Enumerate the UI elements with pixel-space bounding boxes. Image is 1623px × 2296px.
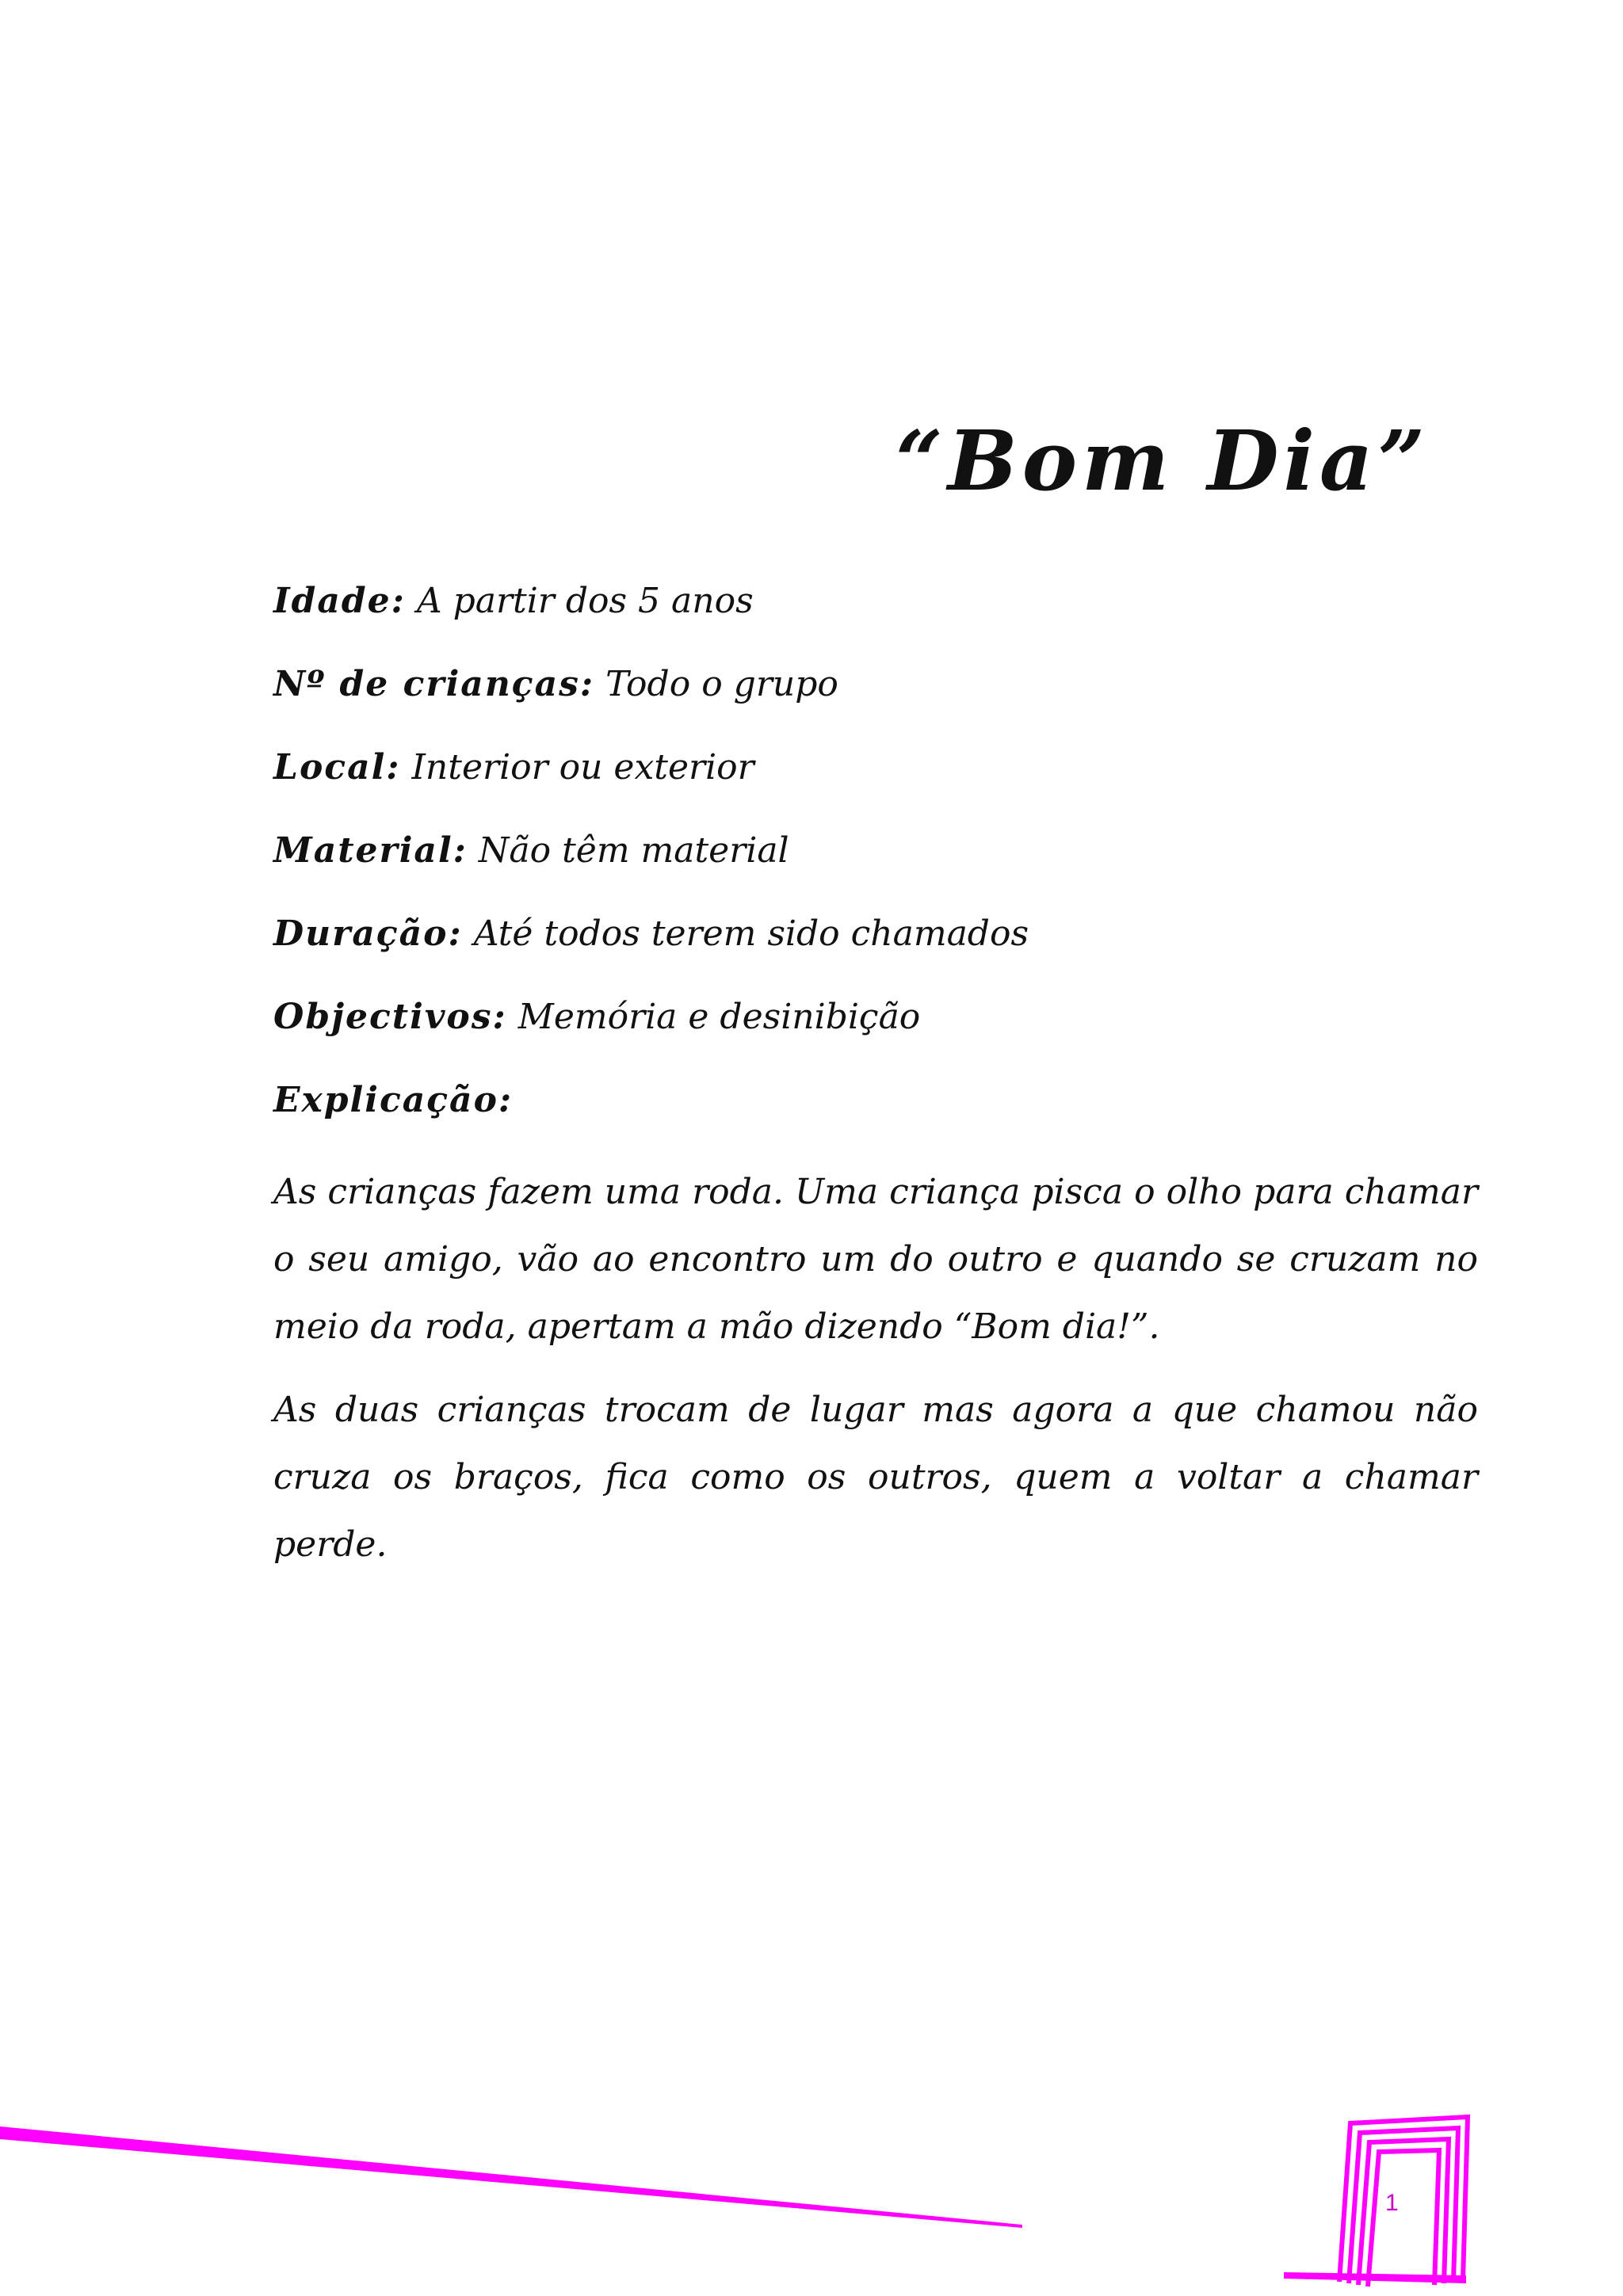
field-value: Até todos terem sido chamados [473, 913, 1029, 954]
activity-details [273, 578, 1478, 1594]
explanation-paragraph: As duas crianças trocam de lugar mas agora a que chamou não cruza os braços, fica como os outros, quem a voltar a chamar perde. [273, 1390, 1478, 1565]
field-value: Memória e desinibição [517, 997, 921, 1037]
field-value: A partir dos 5 anos [416, 581, 754, 621]
field-label: Duração: [273, 913, 463, 954]
field-age [273, 578, 1478, 624]
field-value: Interior ou exterior [411, 747, 754, 788]
field-material [273, 828, 1478, 874]
footer-band [0, 2126, 1022, 2228]
field-label: Objectivos: [273, 997, 507, 1037]
field-label: Material: [273, 830, 468, 871]
field-location [273, 745, 1478, 791]
page-corner-icon [1339, 2117, 1468, 2286]
field-label: Idade: [273, 581, 406, 621]
field-objectives [273, 994, 1478, 1040]
field-value: Todo o grupo [605, 664, 838, 704]
field-duration [273, 911, 1478, 957]
page-number: 1 [1385, 2190, 1399, 2216]
explanation-label: Explicação: [273, 1080, 514, 1120]
page-title: “Bom Dia” [896, 412, 1430, 509]
field-children-count [273, 662, 1478, 707]
explanation-paragraph: As crianças fazem uma roda. Uma criança pisca o olho para chamar o seu amigo, vão ao encontro um do outro e quando se cruzam no meio da roda, apertam a mão dizendo “Bom dia!”. [273, 1172, 1478, 1347]
page-corner-base [1284, 2272, 1466, 2283]
field-label: Nº de crianças: [273, 664, 595, 704]
field-label: Local: [273, 747, 401, 788]
footer-decoration [0, 2060, 1623, 2296]
field-value: Não têm material [478, 830, 789, 871]
